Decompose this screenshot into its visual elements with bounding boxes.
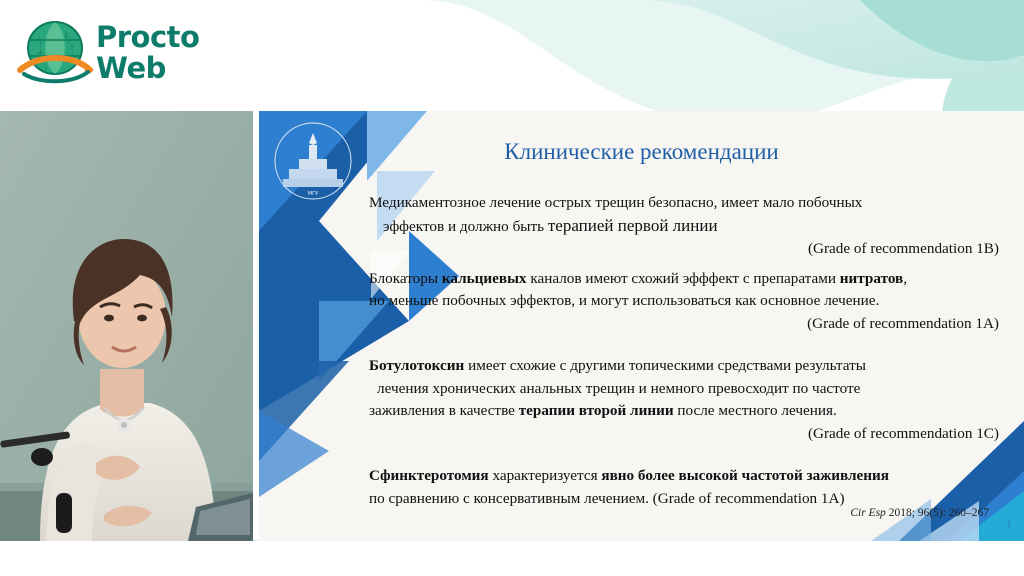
grade-1: (Grade of recommendation 1B)	[807, 240, 999, 257]
paragraph-3-line-1	[369, 356, 999, 377]
grade-3: (Grade of recommendation 1C)	[807, 424, 999, 442]
paragraph-4-line-1	[369, 466, 999, 487]
citation-rest: 2018; 96(5): 260–267	[885, 507, 989, 519]
spacer-2	[369, 453, 999, 466]
p3-line3a-text: заживления в качестве	[369, 402, 519, 419]
p2-line1d-text: нитратов	[839, 269, 904, 287]
paragraph-4-line-2: по сравнению с консервативным лечением. (Grade of recommendation 1A)	[369, 489, 845, 507]
paragraph-1-line-1	[369, 193, 999, 214]
p1-line2b-text: терапией	[547, 215, 614, 235]
logo[interactable]	[16, 18, 206, 90]
p4-line1a-text: Сфинктеротомия	[369, 467, 489, 484]
p1-line1-text: Медикаментозное лечение острых трещин безопасно, имеет мало побочных	[369, 194, 863, 211]
slide-page-number: 1	[1006, 516, 1012, 530]
logo-line-2: Web	[96, 51, 166, 85]
p2-line1e-text: ,	[903, 269, 908, 287]
grade-2: (Grade of recommendation 1A)	[807, 314, 999, 332]
p4-line1c-text: явно более высокой частотой заживления	[601, 467, 890, 484]
p1-line2c-text: первой линии	[613, 215, 718, 235]
p2-line1a-text: Блокаторы	[369, 269, 442, 287]
paragraph-3-line-3	[369, 401, 999, 422]
slide-title: Клинические рекомендации	[504, 139, 779, 164]
p4-line1b-text: характеризуется	[488, 467, 602, 484]
globe-icon	[16, 18, 94, 88]
svg-text:МГУ: МГУ	[307, 191, 319, 197]
p2-line1b-text: кальциевых	[441, 269, 527, 287]
slide-body	[369, 193, 999, 511]
spacer-1	[369, 343, 999, 356]
p3-line1a-text: Ботулотоксин	[369, 357, 465, 374]
bottom-strip	[0, 541, 1024, 576]
presenter-image	[0, 111, 253, 541]
p3-line3c-text: после местного лечения.	[673, 402, 837, 419]
paragraph-1-line-2	[369, 216, 999, 238]
p1-line2a-text: эффектов и должно быть	[383, 217, 548, 235]
p2-line1c-text: каналов имеют схожий эфффект с препаратами	[526, 269, 840, 287]
logo-line-1: Procto	[96, 20, 200, 54]
paragraph-2-line-1	[369, 269, 999, 290]
presenter-video[interactable]	[0, 111, 253, 541]
citation-journal: Cir Esp	[850, 507, 886, 519]
p3-line1b-text: имеет схожие с другими топическими средствами результаты	[464, 357, 866, 374]
slide	[259, 111, 1024, 541]
paragraph-3-line-2: лечения хронических анальных трещин и немного превосходит по частоте	[377, 379, 861, 397]
p3-line3b-text: терапии второй линии	[518, 402, 674, 419]
logo-text	[96, 22, 199, 84]
citation	[850, 507, 989, 519]
paragraph-2-line-2: но меньше побочных эффектов, и могут использоваться как основное лечение.	[369, 292, 880, 309]
